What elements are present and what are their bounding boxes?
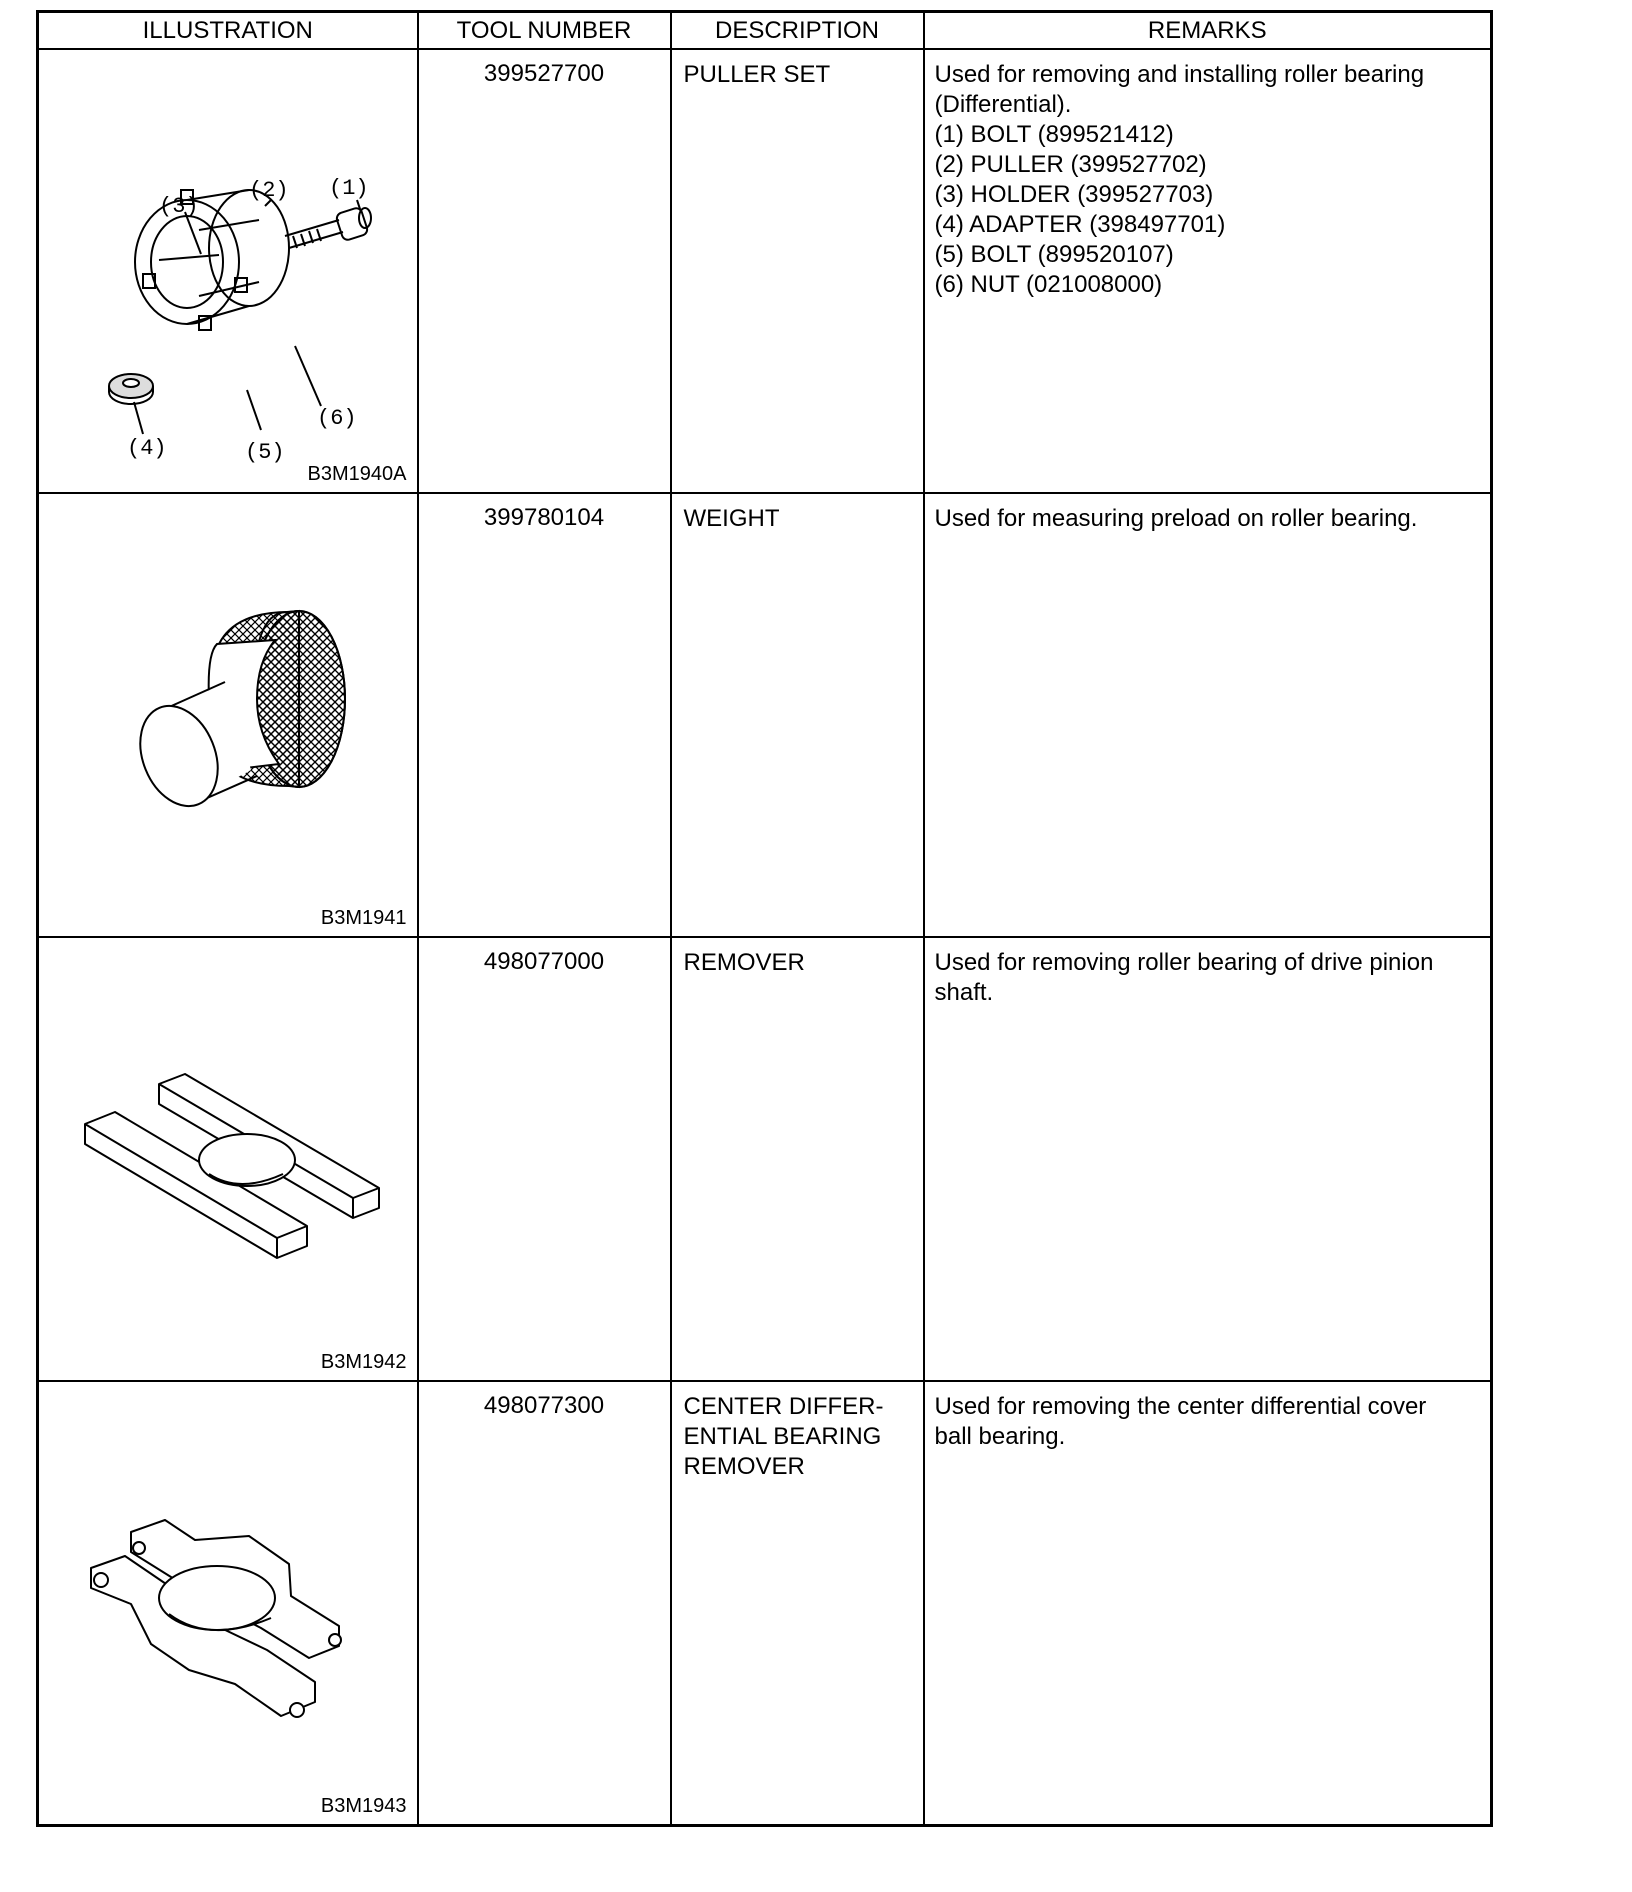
remark-line: Used for removing roller bearing of drive pinion — [934, 949, 1434, 976]
header-illustration: ILLUSTRATION — [38, 12, 418, 50]
remark-line: (4) ADAPTER (398497701) — [934, 211, 1226, 238]
table-row — [38, 937, 1492, 1381]
remarks — [924, 1381, 1492, 1826]
tool-number: 498077300 — [418, 1381, 671, 1826]
illustration-cell — [38, 49, 418, 493]
table-row — [38, 1381, 1492, 1826]
illustration-cell — [38, 493, 418, 937]
special-tools-table — [36, 10, 1493, 1827]
description-line: CENTER DIFFER- — [683, 1393, 884, 1420]
puller-set-illustration — [39, 50, 417, 480]
remarks — [924, 937, 1492, 1381]
remark-line: (Differential). — [934, 91, 1072, 118]
callout-2: (2) — [249, 178, 289, 203]
header-row — [38, 12, 1492, 50]
illustration-code: B3M1940A — [307, 463, 407, 485]
description — [671, 493, 924, 937]
description-line: PULLER SET — [683, 61, 831, 88]
remark-line: Used for removing the center differential cover — [934, 1393, 1427, 1420]
callout-1: (1) — [329, 176, 369, 201]
description-line: REMOVER — [683, 1453, 805, 1480]
remark-line: Used for measuring preload on roller bearing. — [934, 505, 1418, 532]
description-line: REMOVER — [683, 949, 805, 976]
illustration-code: B3M1941 — [320, 907, 407, 929]
illustration-code: B3M1942 — [320, 1351, 407, 1373]
illustration-cell — [38, 937, 418, 1381]
tool-number: 498077000 — [418, 937, 671, 1381]
callout-3: (3) — [159, 194, 199, 219]
table-row — [38, 493, 1492, 937]
description — [671, 937, 924, 1381]
tool-number: 399527700 — [418, 49, 671, 493]
weight-illustration — [39, 494, 417, 924]
callout-4: (4) — [127, 436, 167, 461]
description — [671, 49, 924, 493]
remover-illustration — [39, 938, 417, 1368]
description-line: WEIGHT — [683, 505, 780, 532]
remark-line: ball bearing. — [934, 1423, 1066, 1450]
illustration-code: B3M1943 — [320, 1795, 407, 1817]
header-description: DESCRIPTION — [671, 12, 924, 50]
description-line: ENTIAL BEARING — [683, 1423, 882, 1450]
illustration-cell — [38, 1381, 418, 1826]
remark-line: (5) BOLT (899520107) — [934, 241, 1174, 268]
remark-line: (3) HOLDER (399527703) — [934, 181, 1214, 208]
tool-number: 399780104 — [418, 493, 671, 937]
description — [671, 1381, 924, 1826]
bearing-remover-illustration — [39, 1382, 417, 1812]
remark-line: shaft. — [934, 979, 994, 1006]
remark-line: (1) BOLT (899521412) — [934, 121, 1174, 148]
remarks — [924, 493, 1492, 937]
remark-line: Used for removing and installing roller bearing — [934, 61, 1425, 88]
header-remarks: REMARKS — [924, 12, 1492, 50]
remark-line: (2) PULLER (399527702) — [934, 151, 1207, 178]
callout-5: (5) — [245, 440, 285, 465]
remark-line: (6) NUT (021008000) — [934, 271, 1163, 298]
remarks — [924, 49, 1492, 493]
header-tool-number: TOOL NUMBER — [418, 12, 671, 50]
table-row — [38, 49, 1492, 493]
callout-6: (6) — [317, 406, 357, 431]
